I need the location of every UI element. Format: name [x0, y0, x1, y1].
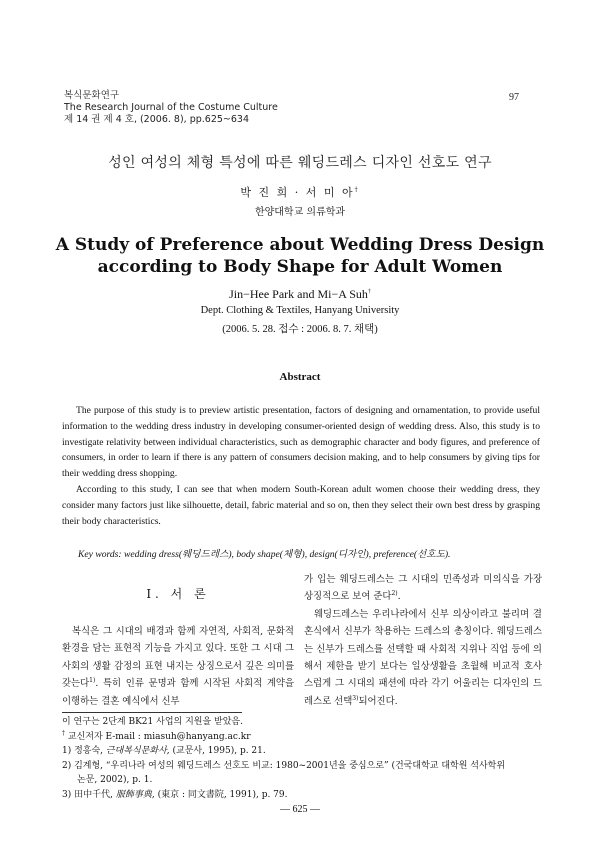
footnote-3-publisher: , (東京 : 同文書院, 1991), p. 79.	[151, 789, 288, 800]
intro-paragraph-1-continued	[304, 571, 542, 606]
footnote-ref-3: 3)	[352, 694, 359, 702]
footnote-1-publisher: , (교문사, 1995), p. 21.	[166, 746, 266, 757]
footnote-divider	[62, 712, 242, 713]
footnote-3-author: 3) 田中千代,	[62, 789, 116, 800]
footnote-3	[62, 788, 542, 803]
journal-name-en: The Research Journal of the Costume Culture	[64, 102, 278, 113]
intro-paragraph-2	[304, 606, 542, 710]
authors-english-names: Jin−Hee Park and Mi−A Suh	[229, 287, 368, 301]
corresponding-author-mark-en: †	[367, 289, 371, 295]
footnote-1	[62, 744, 542, 759]
authors-korean	[0, 184, 600, 200]
footnote-1-title: 근대복식문화사	[105, 746, 167, 757]
journal-name-ko: 복식문화연구	[64, 90, 120, 101]
authors-english	[0, 287, 600, 302]
intro-p2-end: 되어진다.	[358, 695, 398, 707]
footnote-corresponding-text: 교신저자 E-mail : miasuh@hanyang.ac.kr	[67, 731, 251, 742]
section-heading-introduction: I. 서 론	[146, 587, 210, 601]
page-number-top: 97	[509, 92, 519, 103]
footnote-2-continued: 논문, 2002), p. 1.	[77, 775, 153, 786]
footnote-ref-2: 2)	[391, 590, 398, 598]
submission-dates: (2006. 5. 28. 접수 : 2006. 8. 7. 채택)	[222, 324, 378, 335]
footnote-funding: 이 연구는 2단계 BK21 사업의 지원을 받았음.	[62, 717, 243, 727]
footnote-1-author: 1) 정흥숙,	[62, 746, 106, 757]
intro-p1-end: . 특히 인류 문명과 함께 시작된 사회적 계약을 이행하는 결혼 예식에서 신부	[62, 678, 294, 707]
footnote-corresponding-mark: †	[62, 729, 65, 737]
footnote-3-title: 服飾事典	[115, 789, 152, 800]
right-column	[304, 571, 542, 710]
title-english: A Study of Preference about Wedding Dress Design according to Body Shape for Adult Women	[55, 235, 545, 277]
left-column	[62, 585, 294, 710]
abstract-paragraph-1: The purpose of this study is to preview artistic presentation, factors of designing and ornamentation, to provide useful information to the wedding dress industry in developing consumer-oriented design of wedding dress. Also, this study is to investigate relativity between individual characteristics, such as demographic character and body figures, and preference of consumers, in order to learn if there is any pattern of consumers decision making, and to help consumers by giving tips for their wedding dress shopping.	[62, 405, 540, 480]
authors-korean-names: 박 진 희 · 서 미 아	[240, 186, 355, 199]
journal-info	[64, 90, 278, 126]
intro-paragraph-1	[62, 623, 294, 710]
footnote-corresponding	[62, 730, 542, 745]
affiliation-korean: 한양대학교 의류학과	[254, 207, 346, 218]
corresponding-author-mark: †	[354, 186, 360, 194]
page-number-bottom: — 625 —	[280, 804, 320, 815]
abstract-paragraph-2: According to this study, I can see that when modern South-Korean adult women choose their wedding dress, they consider many factors just like silhouette, detail, fabric material and so on, then they select their own best dress by grasping their body characteristics.	[62, 483, 540, 527]
title-korean: 성인 여성의 체형 특성에 따른 웨딩드레스 디자인 선호도 연구	[108, 155, 492, 171]
footnote-2: 2) 김계형, “우리나라 여성의 웨딩드레스 선호도 비교: 1980~2001년을 중심으로” (건국대학교 대학원 석사학위	[62, 760, 506, 771]
intro-p2-text: 웨딩드레스는 우리나라에서 신부 의상이라고 불리며 결혼식에서 신부가 착용하는 드레스의 총칭이다. 웨딩드레스는 신부가 드레스를 선택할 때 사회적 지위나 직업 등에 의해서 제한을 받기 보다는 일상생활을 초월해 비교적 호사스럽게 그 시대의 패션에 따라 각기 어울리는 디자인의 드레스로 선택	[304, 608, 542, 707]
abstract-body	[62, 403, 540, 529]
abstract-heading: Abstract	[279, 371, 321, 383]
intro-p1-text: 복식은 그 시대의 배경과 함께 자연적, 사회적, 문화적 환경을 담는 표현적 기능을 가지고 있다. 또한 그 시대 그 사회의 생활 감정의 표현 내지는 상징으로서 깊은 의미를 갖는다	[62, 626, 294, 690]
footnote-ref-1: 1)	[89, 677, 96, 685]
footnotes	[62, 715, 542, 803]
journal-volume: 제 14 권 제 4 호, (2006. 8), pp.625~634	[64, 114, 249, 125]
intro-p1-cont-end: .	[397, 591, 401, 603]
intro-p1-cont-text: 가 입는 웨딩드레스는 그 시대의 민족성과 미의식을 가장 상징적으로 보여 준다	[304, 574, 542, 603]
keywords: Key words: wedding dress(웨딩드레스), body shape(체형), design(디자인), preference(선호도).	[78, 549, 451, 560]
affiliation-english: Dept. Clothing & Textiles, Hanyang University	[200, 305, 400, 316]
